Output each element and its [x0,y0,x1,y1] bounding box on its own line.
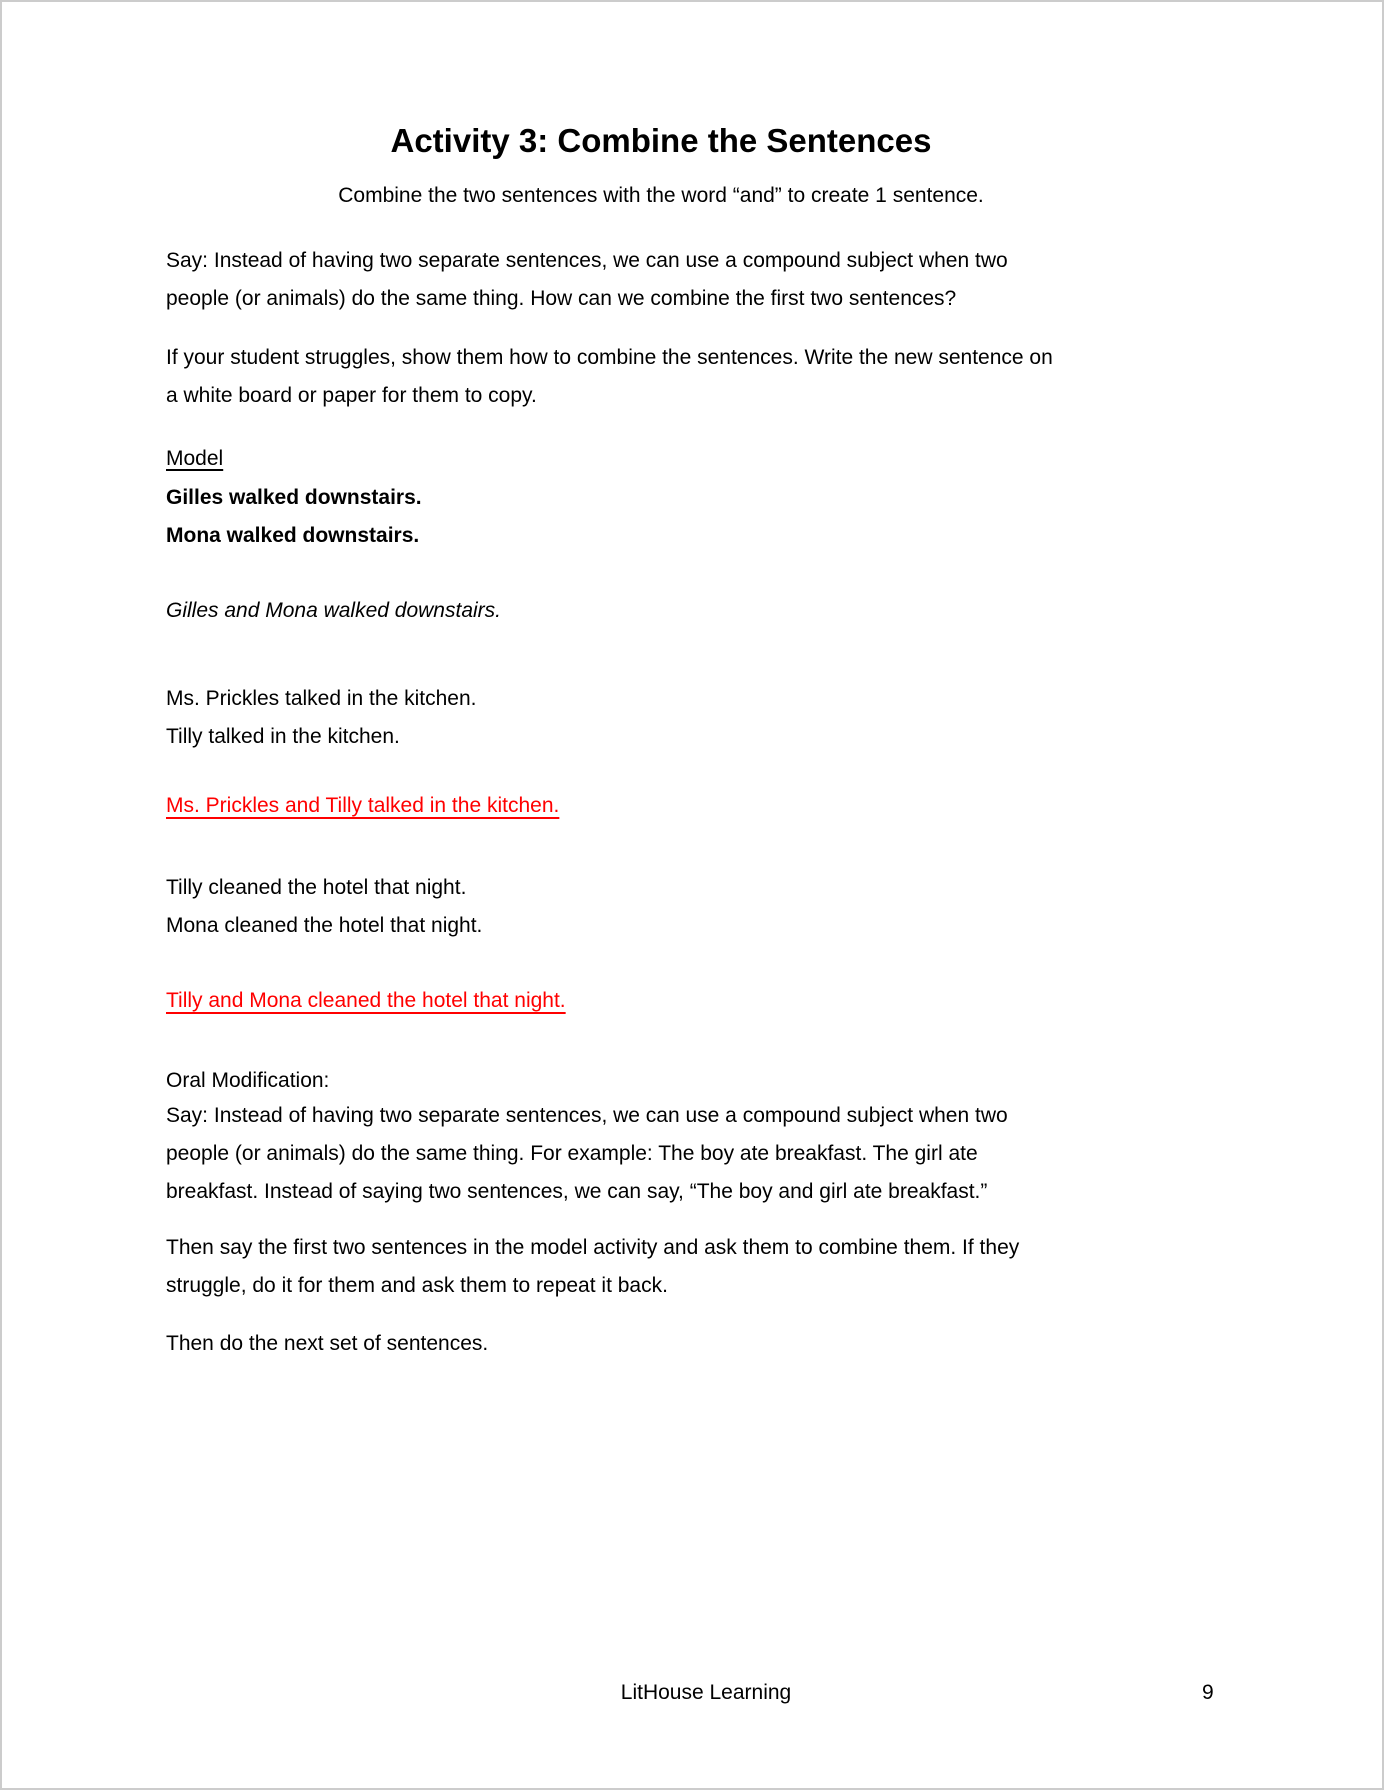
oral-modification-say-paragraph [166,1097,1156,1211]
oral-then-line-1: Then say the first two sentences in the model activity and ask them to combine them. If they [166,1236,1020,1259]
pair-1-combined-sentence: Gilles and Mona walked downstairs. [166,599,501,622]
sentence-pair-3 [166,869,1156,945]
pair-3-sentence-2: Mona cleaned the hotel that night. [166,914,483,937]
pair-3-sentence-1: Tilly cleaned the hotel that night. [166,876,467,899]
support-instructions-line-1: If your student struggles, show them how to combine the sentences. Write the new sentence on [166,346,1053,369]
pair-1-sentence-2: Mona walked downstairs. [166,524,420,547]
pair-3-combined-sentence-answer: Tilly and Mona cleaned the hotel that night. [166,989,566,1012]
oral-modification-then-paragraph [166,1229,1156,1305]
sentence-pair-2 [166,680,1156,756]
footer-page-number: 9 [1202,1681,1214,1704]
pair-2-sentence-2: Tilly talked in the kitchen. [166,725,400,748]
sentence-pair-1 [166,479,1156,555]
pair-2-sentence-1: Ms. Prickles talked in the kitchen. [166,687,477,710]
say-instructions-line-1: Say: Instead of having two separate sentences, we can use a compound subject when two [166,249,1008,272]
page-title: Activity 3: Combine the Sentences [390,122,932,159]
support-instructions-line-2: a white board or paper for them to copy. [166,384,537,407]
pair-1-sentence-1: Gilles walked downstairs. [166,486,422,509]
oral-modification-heading: Oral Modification: [166,1069,330,1092]
oral-say-line-3: breakfast. Instead of saying two sentences, we can say, “The boy and girl ate breakfast.” [166,1180,988,1203]
oral-say-line-1: Say: Instead of having two separate sentences, we can use a compound subject when two [166,1104,1008,1127]
support-instructions-paragraph [166,339,1156,415]
say-instructions-line-2: people (or animals) do the same thing. How can we combine the first two sentences? [166,287,957,310]
model-section-heading: Model [166,447,224,470]
say-instructions-paragraph [166,242,1156,318]
oral-then-line-2: struggle, do it for them and ask them to repeat it back. [166,1274,668,1297]
footer-brand: LitHouse Learning [620,1681,792,1704]
oral-say-line-2: people (or animals) do the same thing. For example: The boy ate breakfast. The girl ate [166,1142,978,1165]
oral-modification-closing-line: Then do the next set of sentences. [166,1332,489,1355]
pair-2-combined-sentence-answer: Ms. Prickles and Tilly talked in the kitchen. [166,794,560,817]
page-subtitle: Combine the two sentences with the word “and” to create 1 sentence. [338,184,984,207]
